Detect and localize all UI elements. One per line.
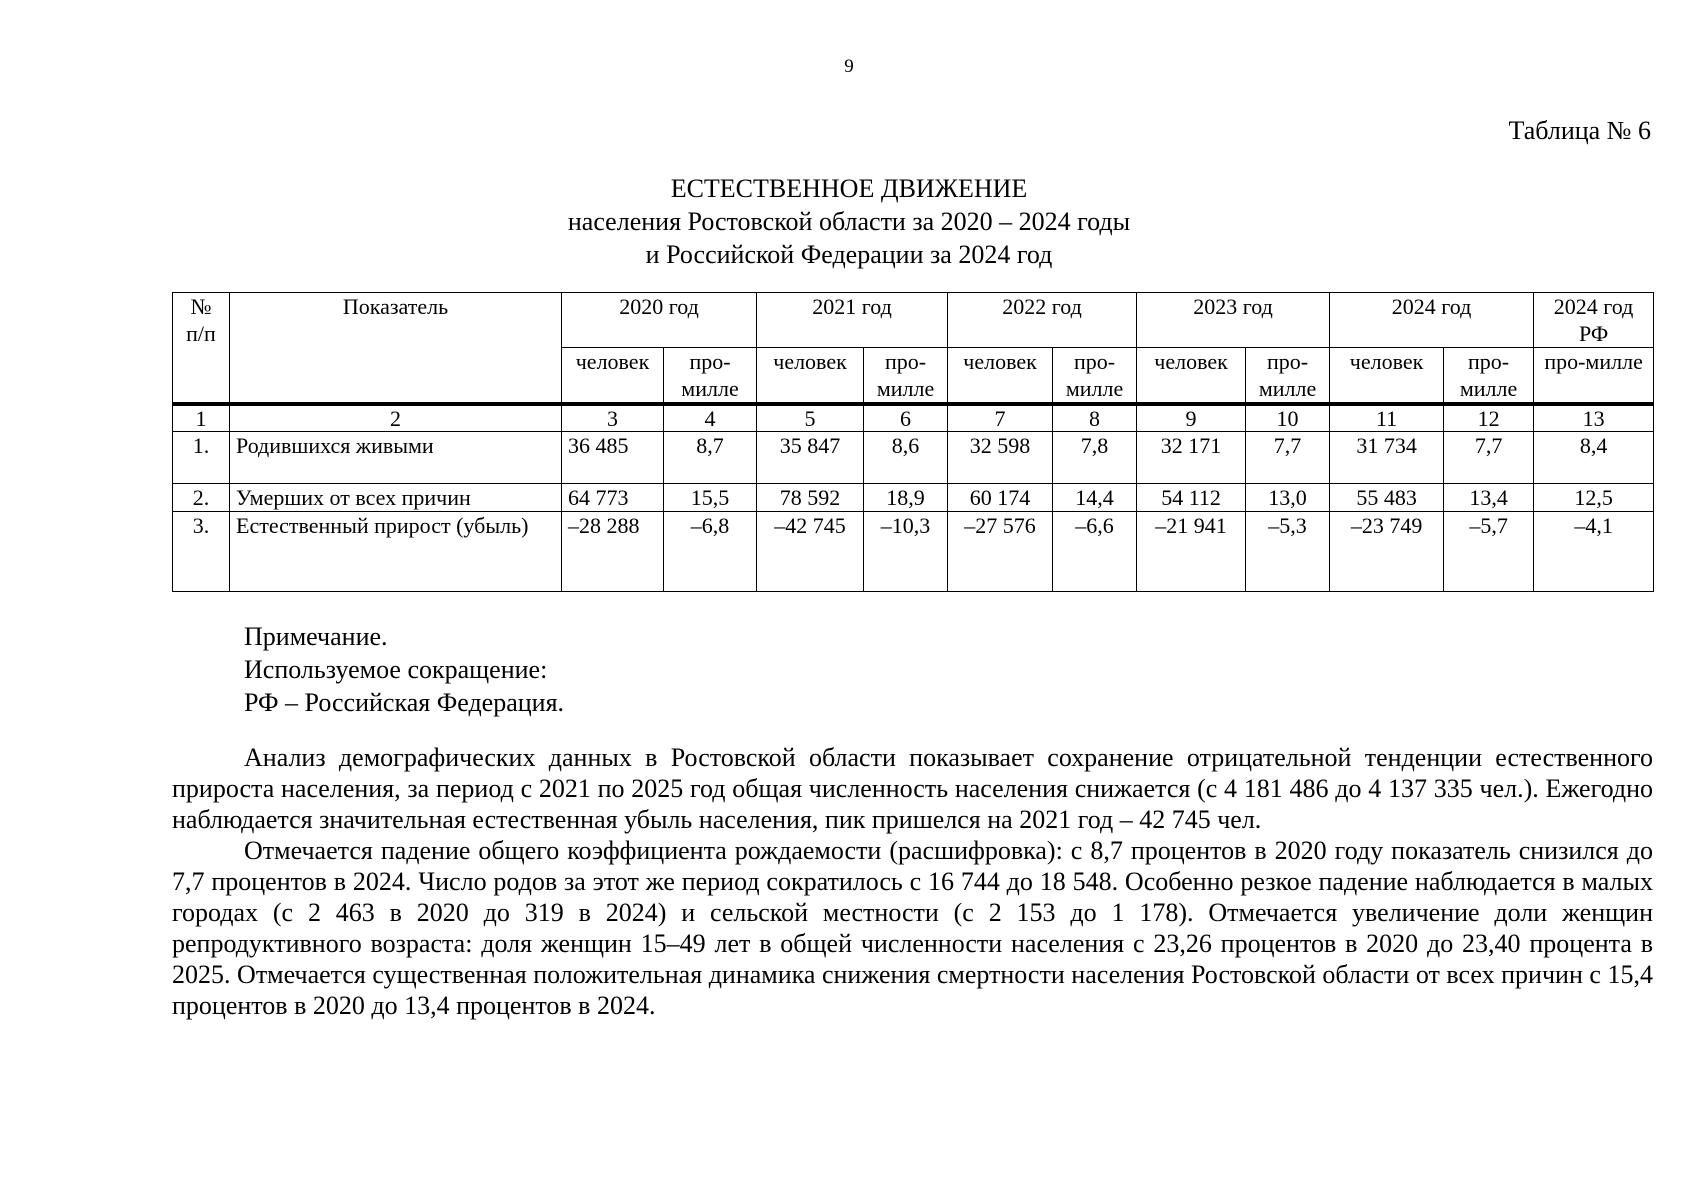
cell-people: 78 592 xyxy=(757,484,864,512)
cell-people: 55 483 xyxy=(1330,484,1444,512)
column-number: 2 xyxy=(230,404,562,432)
cell-permille-rf: 8,4 xyxy=(1534,432,1654,484)
natural-movement-table xyxy=(172,292,1654,592)
table-label: Таблица № 6 xyxy=(1508,116,1651,145)
row-name: Умерших от всех причин xyxy=(230,484,562,512)
header-year-2024-rf: 2024 год РФ xyxy=(1534,293,1654,348)
header-unit-permille: про-милле xyxy=(864,348,948,405)
column-number: 4 xyxy=(664,404,757,432)
column-number: 11 xyxy=(1330,404,1444,432)
row-num: 3. xyxy=(173,512,230,592)
cell-permille-rf: 12,5 xyxy=(1534,484,1654,512)
header-row-years xyxy=(173,293,1654,348)
column-number: 1 xyxy=(173,404,230,432)
cell-people: 35 847 xyxy=(757,432,864,484)
paragraph-birthrate: Отмечается падение общего коэффициента рождаемости (расшифровка): с 8,7 процентов в 2020 году показатель снизился до 7,7 процентов в 2024. Число родов за этот же период сократилось с 16 744 до 18 548. Особенно резкое падение наблюдается в малых городах (с 2 463 в 2020 до 319 в 2024) и сельской местности (с 2 153 до 1 178). Отмечается увеличение доли женщин репродуктивного возраста: доля женщин 15–49 лет в общей численности населения с 23,26 процентов в 2020 до 23,40 процента в 2025. Отмечается существенная положительная динамика снижения смертности населения Ростовской области от всех причин с 15,4 процентов в 2020 до 13,4 процентов в 2024. xyxy=(172,836,1653,1020)
header-num: № п/п xyxy=(173,293,230,405)
column-number: 6 xyxy=(864,404,948,432)
header-unit-permille: про-милле xyxy=(1444,348,1534,405)
header-unit-permille: про-милле xyxy=(664,348,757,405)
column-number: 9 xyxy=(1137,404,1246,432)
cell-people: 31 734 xyxy=(1330,432,1444,484)
row-name: Естественный прирост (убыль) xyxy=(230,512,562,592)
cell-people: –27 576 xyxy=(948,512,1053,592)
header-year-2020: 2020 год xyxy=(562,293,757,348)
row-num: 2. xyxy=(173,484,230,512)
cell-permille: –6,6 xyxy=(1053,512,1137,592)
cell-people: –23 749 xyxy=(1330,512,1444,592)
cell-people: 64 773 xyxy=(562,484,664,512)
cell-people: 32 598 xyxy=(948,432,1053,484)
header-unit-people: человек xyxy=(562,348,664,405)
table-row xyxy=(173,484,1654,512)
note-heading: Примечание. xyxy=(244,622,388,651)
table-note xyxy=(244,620,564,719)
table-row xyxy=(173,512,1654,592)
cell-permille: –5,3 xyxy=(1246,512,1330,592)
note-abbrev-rf: РФ – Российская Федерация. xyxy=(244,688,565,717)
cell-permille: 7,8 xyxy=(1053,432,1137,484)
header-year-2022: 2022 год xyxy=(948,293,1137,348)
header-unit-permille: про-милле xyxy=(1246,348,1330,405)
cell-permille: 15,5 xyxy=(664,484,757,512)
title-line-2: населения Ростовской области за 2020 – 2024 годы xyxy=(567,207,1131,236)
cell-people: 32 171 xyxy=(1137,432,1246,484)
title-line-3: и Российской Федерации за 2024 год xyxy=(645,240,1053,269)
cell-people: –42 745 xyxy=(757,512,864,592)
column-number: 13 xyxy=(1534,404,1654,432)
header-year-2023: 2023 год xyxy=(1137,293,1330,348)
cell-permille: 14,4 xyxy=(1053,484,1137,512)
cell-permille: 7,7 xyxy=(1444,432,1534,484)
row-name: Родившихся живыми xyxy=(230,432,562,484)
cell-permille: 13,4 xyxy=(1444,484,1534,512)
cell-people: 54 112 xyxy=(1137,484,1246,512)
row-num: 1. xyxy=(173,432,230,484)
header-year-2021: 2021 год xyxy=(757,293,948,348)
cell-people: –28 288 xyxy=(562,512,664,592)
header-unit-people: человек xyxy=(757,348,864,405)
cell-people: –21 941 xyxy=(1137,512,1246,592)
title-line-1: ЕСТЕСТВЕННОЕ ДВИЖЕНИЕ xyxy=(670,174,1028,203)
cell-permille: –5,7 xyxy=(1444,512,1534,592)
column-number: 3 xyxy=(562,404,664,432)
body-text xyxy=(172,742,1653,1021)
cell-permille: –10,3 xyxy=(864,512,948,592)
cell-people: 60 174 xyxy=(948,484,1053,512)
header-unit-people: человек xyxy=(1330,348,1444,405)
header-indicator: Показатель xyxy=(230,293,562,405)
note-abbrev-label: Используемое сокращение: xyxy=(244,655,548,684)
header-unit-permille: про-милле xyxy=(1534,348,1654,405)
table-title xyxy=(0,172,1698,271)
header-year-2024: 2024 год xyxy=(1330,293,1534,348)
column-number: 12 xyxy=(1444,404,1534,432)
paragraph-analysis: Анализ демографических данных в Ростовской области показывает сохранение отрицательной тенденции естественного прироста населения, за период с 2021 по 2025 год общая численность населения снижается (с 4 181 486 до 4 137 335 чел.). Ежегодно наблюдается значительная естественная убыль населения, пик пришелся на 2021 год – 42 745 чел. xyxy=(172,743,1653,834)
table-row xyxy=(173,432,1654,484)
header-unit-people: человек xyxy=(1137,348,1246,405)
column-number: 10 xyxy=(1246,404,1330,432)
cell-permille: –6,8 xyxy=(664,512,757,592)
header-unit-people: человек xyxy=(948,348,1053,405)
cell-permille: 13,0 xyxy=(1246,484,1330,512)
column-number: 8 xyxy=(1053,404,1137,432)
column-numbers-row xyxy=(173,404,1654,432)
cell-permille: 8,6 xyxy=(864,432,948,484)
cell-permille: 18,9 xyxy=(864,484,948,512)
header-unit-permille: про-милле xyxy=(1053,348,1137,405)
column-number: 5 xyxy=(757,404,864,432)
cell-permille-rf: –4,1 xyxy=(1534,512,1654,592)
cell-permille: 8,7 xyxy=(664,432,757,484)
cell-permille: 7,7 xyxy=(1246,432,1330,484)
column-number: 7 xyxy=(948,404,1053,432)
page-number: 9 xyxy=(844,56,854,77)
cell-people: 36 485 xyxy=(562,432,664,484)
